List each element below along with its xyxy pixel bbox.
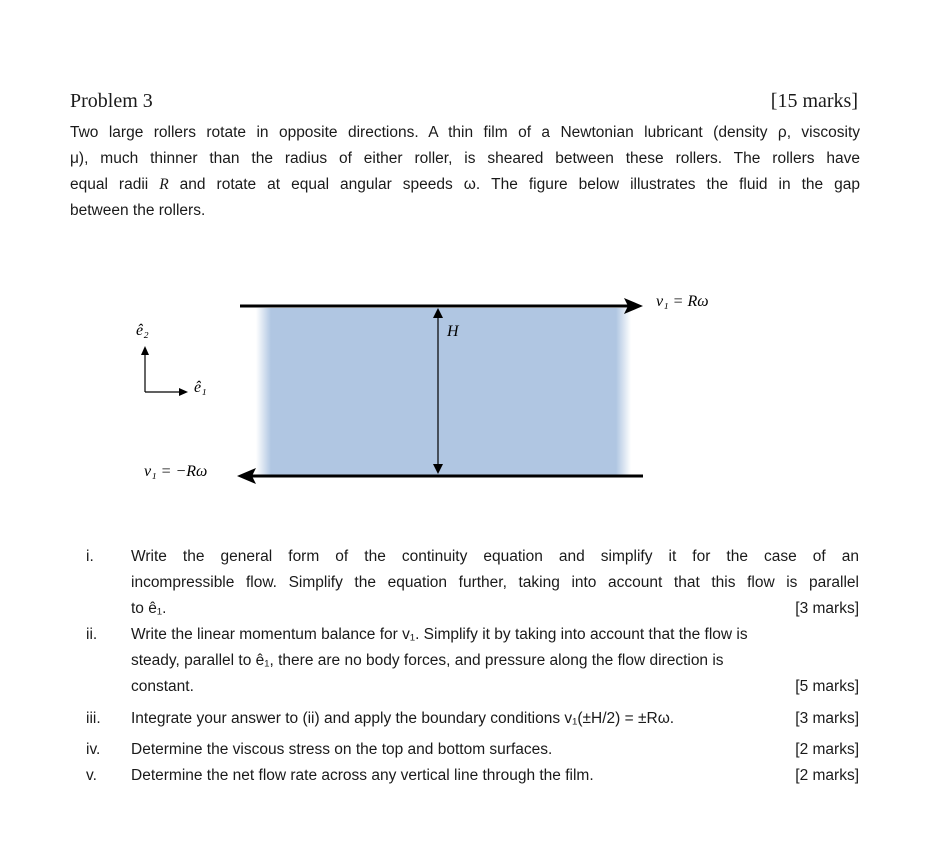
question-marks: [3 marks] [795, 710, 859, 727]
fluid-film [256, 308, 631, 476]
intro-radius-symbol: R [159, 176, 169, 193]
intro-line-1: Two large rollers rotate in opposite directions. A thin film of a Newtonian lubricant (density ρ, viscosity [70, 124, 860, 141]
question-marks: [2 marks] [795, 767, 859, 784]
question-marks: [3 marks] [795, 600, 859, 617]
question-line: Write the general form of the continuity equation and simplify it for the case of an [131, 548, 859, 565]
top-velocity-label: v₁ = Rω [656, 293, 709, 310]
gap-label: H [447, 323, 459, 340]
question-marks: [5 marks] [795, 678, 859, 695]
question-number: v. [86, 767, 97, 784]
question-number: iii. [86, 710, 101, 727]
e1-label: ê₁ [194, 379, 207, 396]
intro-line-2: μ), much thinner than the radius of either roller, is sheared between these rollers. The rollers have [70, 150, 860, 167]
intro-line-3a: equal radii [70, 176, 160, 193]
question-number: ii. [86, 626, 98, 643]
problem-title: Problem 3 [70, 90, 153, 112]
question-text: Integrate your answer to (ii) and apply the boundary conditions v₁(±H/2) = ±Rω. [131, 710, 675, 727]
bottom-velocity-label: v₁ = −Rω [144, 463, 208, 480]
question-number: iv. [86, 741, 101, 758]
question-text: Determine the viscous stress on the top and bottom surfaces. [131, 741, 553, 758]
axis-e1-arrowhead [179, 388, 188, 396]
question-line: Write the linear momentum balance for v₁. Simplify it by taking into account that the flow is [131, 626, 748, 643]
question-line: incompressible flow. Simplify the equation further, taking into account that this flow is parallel [131, 574, 859, 591]
e2-label: ê₂ [136, 322, 149, 339]
intro-line-3c: and rotate at equal angular speeds ω. The figure below illustrates the fluid in the gap [168, 176, 861, 193]
question-line: constant. [131, 678, 194, 695]
intro-line-4: between the rollers. [70, 202, 206, 219]
question-text: Determine the net flow rate across any vertical line through the film. [131, 767, 594, 784]
question-marks: [2 marks] [795, 741, 859, 758]
question-line: steady, parallel to ê₁, there are no body forces, and pressure along the flow direction is [131, 652, 724, 669]
question-number: i. [86, 548, 94, 565]
problem-total-marks: [15 marks] [770, 90, 858, 112]
axis-e2-arrowhead [141, 346, 149, 355]
question-line: to ê₁. [131, 600, 167, 617]
